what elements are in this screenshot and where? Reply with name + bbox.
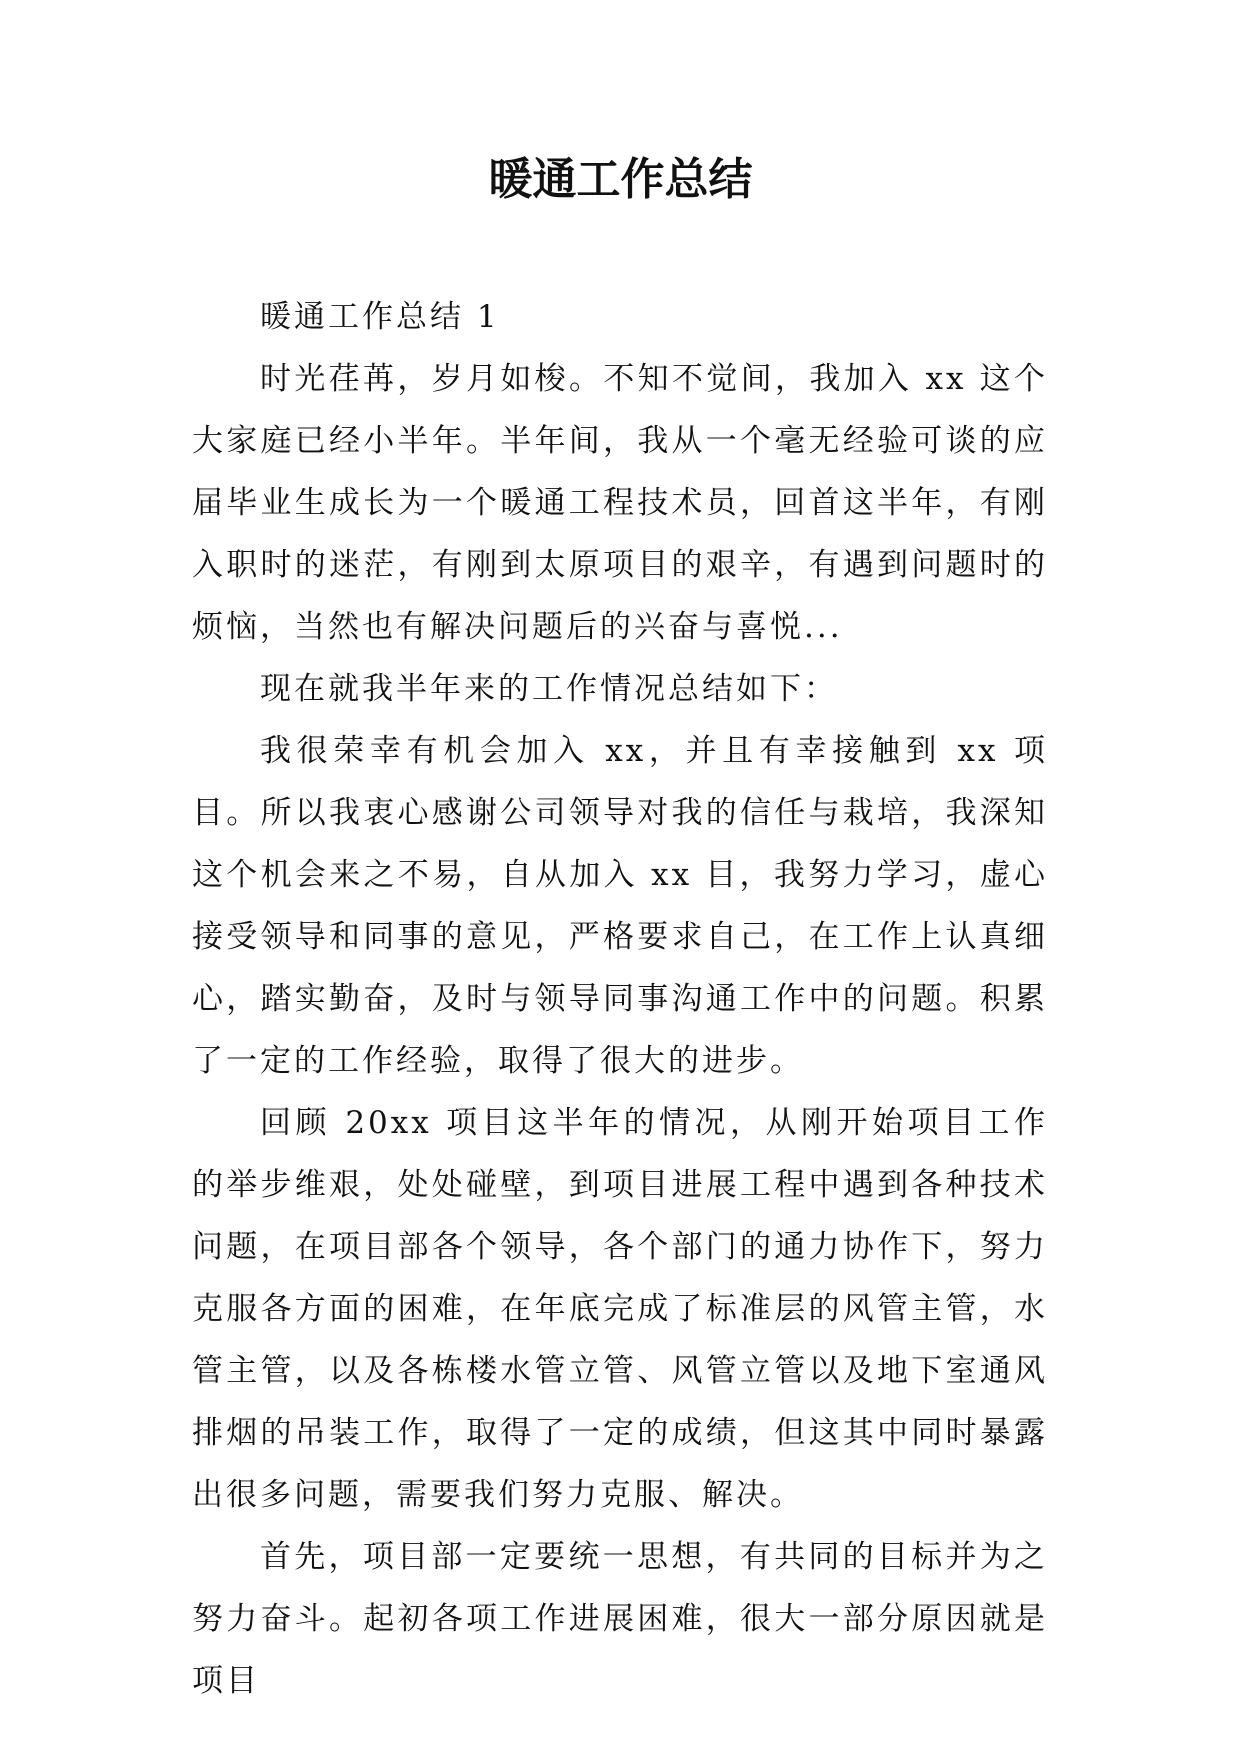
paragraph: 我很荣幸有机会加入 xx，并且有幸接触到 xx 项目。所以我衷心感谢公司领导对我的信任与栽培，我深知这个机会来之不易，自从加入 xx 目，我努力学习，虚心接受领导和同事的意见，严格要求自己，在工作上认真细心，踏实勤奋，及时与领导同事沟通工作中的问题。积累了一定的工作经验，取得了很大的进步。 [192, 733, 1048, 1079]
paragraph: 时光荏苒，岁月如梭。不知不觉间，我加入 xx 这个大家庭已经小半年。半年间，我从一个毫无经验可谈的应届毕业生成长为一个暖通工程技术员，回首这半年，有刚入职时的迷茫，有刚到太原项目的艰辛，有遇到问题时的烦恼，当然也有解决问题后的兴奋与喜悦... [192, 361, 1048, 645]
document-body [192, 286, 1048, 1712]
paragraph: 回顾 20xx 项目这半年的情况，从刚开始项目工作的举步维艰，处处碰壁，到项目进展工程中遇到各种技术问题，在项目部各个领导，各个部门的通力协作下，努力克服各方面的困难，在年底完成了标准层的风管主管，水管主管，以及各栋楼水管立管、风管立管以及地下室通风排烟的吊装工作，取得了一定的成绩，但这其中同时暴露出很多问题，需要我们努力克服、解决。 [192, 1105, 1048, 1513]
paragraph: 首先，项目部一定要统一思想，有共同的目标并为之努力奋斗。起初各项工作进展困难，很大一部分原因就是项目 [192, 1539, 1048, 1699]
paragraph: 现在就我半年来的工作情况总结如下： [260, 671, 838, 707]
section-heading: 暖通工作总结 1 [260, 299, 500, 335]
document-title: 暖通工作总结 [488, 154, 753, 205]
